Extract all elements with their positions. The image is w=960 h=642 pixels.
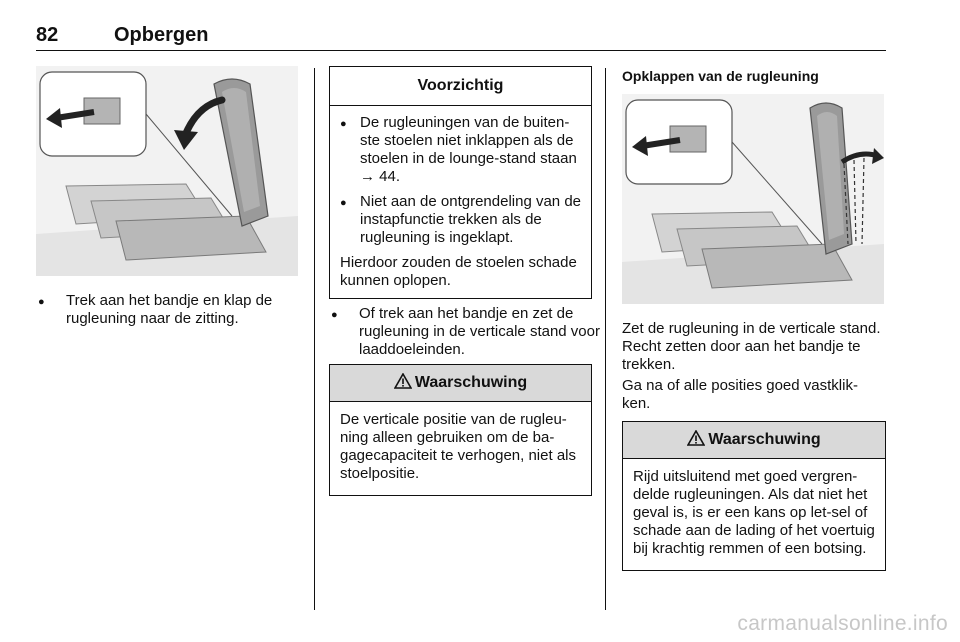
bullet-text: Of trek aan het bandje en zet de rugleuning in de verticale stand voor laaddoeleinden. <box>359 305 600 358</box>
warning-title: Waarschuwing <box>414 374 528 391</box>
paragraph: Ga na of alle posities goed vastklik-ken. <box>622 377 858 412</box>
warning-box <box>622 421 886 571</box>
caution-box <box>329 66 592 299</box>
warning-triangle-icon <box>687 430 705 451</box>
warning-title: Waarschuwing <box>708 431 821 448</box>
warning-text: De verticale positie van de rugleu-ning alleen gebruiken om de ba-gagecapaciteit te verhogen, niet als stoelpositie. <box>340 411 576 482</box>
list-item <box>36 292 328 328</box>
section-title: Opbergen <box>114 24 209 46</box>
warning-triangle-icon <box>394 373 412 394</box>
subheading: Opklappen van de rugleuning <box>622 68 819 84</box>
seat-upright-illustration <box>622 94 884 304</box>
list-item: ● Niet aan de ontgrendeling van de instapfunctie trekken als de rugleuning is ingeklapt. <box>340 193 583 247</box>
paragraph: Zet de rugleuning in de verticale stand. Recht zetten door aan het bandje te trekken. <box>622 320 881 373</box>
caution-note: Hierdoor zouden de stoelen schade kunnen oplopen. <box>340 254 577 289</box>
warning-box <box>329 364 592 496</box>
seat-fold-illustration <box>36 66 298 276</box>
watermark: carmanualsonline.info <box>737 612 948 635</box>
bullet-text: Trek aan het bandje en klap de rugleuning naar de zitting. <box>66 292 273 327</box>
column-divider <box>314 68 315 610</box>
page-header <box>36 24 886 51</box>
caution-title: Voorzichtig <box>330 67 591 106</box>
page-number: 82 <box>36 24 59 46</box>
warning-text: Rijd uitsluitend met goed vergren-delde rugleuningen. Als dat niet het geval is, is er een kans op let-sel of schade aan de lading of het voertuig bij krachtig remmen of een botsing. <box>633 468 875 557</box>
list-item: ● De rugleuningen van de buiten-ste stoelen niet inklappen als de stoelen in de lounge-stand staan → 44. <box>340 114 583 186</box>
list-item <box>329 305 621 359</box>
